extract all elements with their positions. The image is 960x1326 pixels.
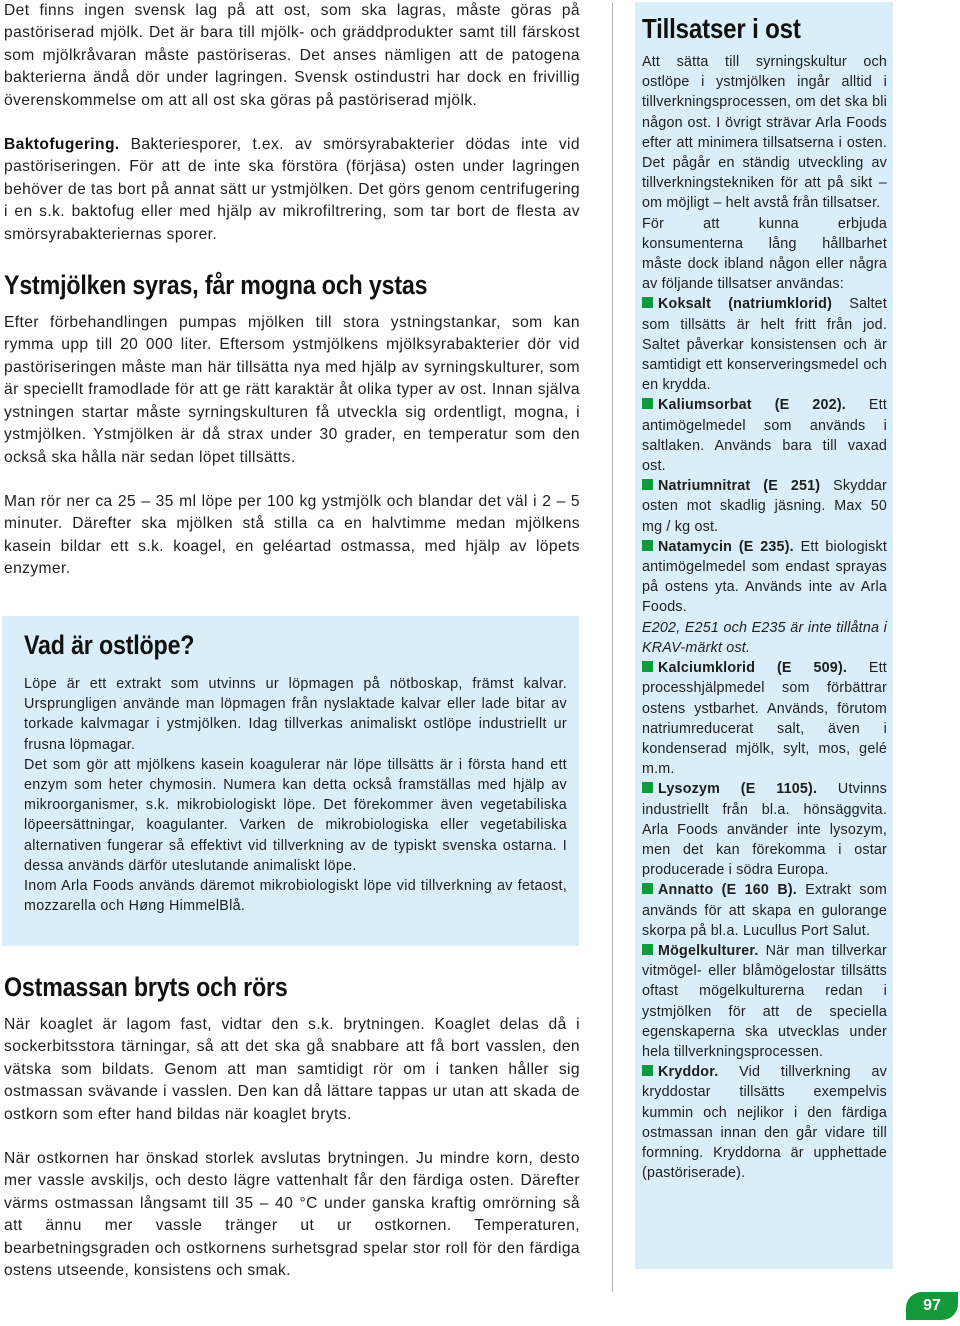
- additive-label: Kaliumsorbat (E 202).: [658, 397, 846, 414]
- additive-text: Saltet som tillsätts är helt fritt från jod. Saltet påverkar konsistensen och är samtidigt ett konserveringsmedel och en krydda.: [642, 296, 887, 394]
- main-column-lower: [4, 972, 580, 1282]
- green-square-bullet-icon: [642, 661, 653, 672]
- info-box-title: Vad är ostlöpe?: [24, 630, 195, 660]
- section-heading-ystmjolken: Ystmjölken syras, får mogna och ystas: [4, 270, 428, 301]
- section-heading-ostmassan: Ostmassan bryts och rörs: [4, 972, 288, 1002]
- additive-list-2: [642, 658, 887, 1183]
- intro-paragraph: Det finns ingen svensk lag på att ost, som ska lagras, måste göras på pastöriserad mjölk. Det är bara till mjölk- och gräddprodukter samt till färskost som mjölkråvaran måste pastöriseras. Det anses nämligen att de patogena bakterierna ändå dör under lagringen. Svensk ostindustri har dock en frivillig överenskommelse om att all ost ska göras på pastöriserad mjölk.: [4, 2, 580, 109]
- additive-label: Kalciumklorid (E 509).: [658, 660, 848, 677]
- sidebar-intro-1: Att sätta till syrningskultur och ostlöpe i ystmjölken ingår alltid i tillverkningsprocessen, om det ska bli någon ost. I övrigt strävar Arla Foods efter att minimera tillsatserna i osten. Det pågår en ständig utveckling av tillverkningstekniken för att på sikt – om möjligt – helt avstå från tillsatser.: [642, 54, 887, 212]
- section1-paragraph-1: Efter förbehandlingen pumpas mjölken till stora ystningstankar, som kan rymma upp till 20 000 liter. Eftersom ystmjölkens mjölksyrabakterier dör vid pastöriseringen måste man här tillsätta nya med hjälp av syrningskulturer, som är speciellt framodlade för att ge rätt karaktär åt olika typer av ost. Innan själva ystningen startar måste syrningskulturen få utveckla sig ordentligt, mogna, i ystmjölken. Ystmjölken är då strax under 30 grader, en temperatur som den också ska hålla när sedan löpet tillsätts.: [4, 314, 580, 466]
- green-square-bullet-icon: [642, 883, 653, 894]
- additive-item: [642, 779, 887, 880]
- additive-item: [642, 476, 887, 537]
- additive-text: Ett antimögelmedel som används i saltlaken. Används bara till vaxad ost.: [642, 397, 887, 475]
- green-square-bullet-icon: [642, 1065, 653, 1076]
- green-square-bullet-icon: [642, 782, 653, 793]
- green-square-bullet-icon: [642, 540, 653, 551]
- sidebar-intro-2: För att kunna erbjuda konsumenterna lång hållbarhet måste dock ibland någon eller några av följande tillsatser användas:: [642, 215, 887, 293]
- additive-label: Koksalt (natriumklorid): [658, 296, 833, 313]
- additive-item: [642, 941, 887, 1062]
- section2-paragraph-1: När koaglet är lagom fast, vidtar den s.k. brytningen. Koaglet delas då i sockerbitsstora tärningar, så att det ska gå snabbare att få bort vasslen, den vätska som bildats. Genom att man samtidigt rör om i tanken håller sig ostmassan svävande i vasslen. Den kan då lättare tappas ur utan att skada de ostkorn som efter hand bildas när koaglet bryts.: [4, 1016, 580, 1123]
- additive-item: [642, 294, 887, 395]
- green-square-bullet-icon: [642, 398, 653, 409]
- additive-item: [642, 1062, 887, 1183]
- sidebar-tillsatser: [635, 2, 893, 1269]
- additive-label: Lysozym (E 1105).: [658, 781, 818, 798]
- additive-text: Ett processhjälpmedel som förbättrar ostens ystbarhet. Används, förutom natriumreducerat salt, även i kondenserad mjölk, sylt, mos, gelé m.m.: [642, 660, 887, 778]
- additive-text: Ett biologiskt antimögelmedel som endast sprayas på ostens yta. Används inte av Arla Foods.: [642, 538, 887, 616]
- info-box-paragraph-1: Löpe är ett extrakt som utvinns ur löpmagen på nötboskap, främst kalvar. Ursprungligen använde man löpmagen från nyslaktade kalvar eller lade bitar av torkade kalvmagar i ystmjölken. Idag tillverkas animaliskt ostlöpe industriellt ur frusna löpmagar.: [24, 676, 567, 753]
- additive-text: Skyddar osten mot skadlig jäsning. Max 50 mg / kg ost.: [642, 478, 887, 535]
- additive-item: [642, 537, 887, 618]
- additive-label: Kryddor.: [658, 1064, 719, 1081]
- additive-text: När man tillverkar vitmögel- eller blåmögelostar tillsätts oftast mögelkulturerna redan i ystmjölken för att de speciella egenskaperna ska utvecklas under hela tillverkningsprocessen.: [642, 942, 887, 1060]
- additive-text: Extrakt som används för att skapa en gulorange skorpa på bl.a. Lucullus Port Salut.: [642, 882, 887, 939]
- additive-label: Natriumnitrat (E 251): [658, 478, 821, 495]
- main-column: [4, 0, 580, 581]
- section1-paragraph-2: Man rör ner ca 25 – 35 ml löpe per 100 kg ystmjölk och blandar det väl i 2 – 5 minuter. Därefter ska mjölken stå stilla ca en halvtimme medan mjölkens kasein bildar ett s.k. koagel, en geléartad ostmassa, med hjälp av löpets enzymer.: [4, 492, 580, 578]
- sidebar-title: Tillsatser i ost: [642, 13, 801, 44]
- additive-text: Vid tillverkning av kryddostar tillsätts exempelvis kummin och nejlikor i den färdiga ostmassan innan den går vidare till formning. Kryddorna är upphettade (pastöriserade).: [642, 1064, 887, 1182]
- sidebar-italic-note: E202, E251 och E235 är inte tillåtna i KRAV-märkt ost.: [642, 619, 887, 656]
- section2-paragraph-2: När ostkornen har önskad storlek avslutas brytningen. Ju mindre korn, desto mer vassle avskiljs, och desto lägre vattenhalt får den färdiga osten. Därefter värms ostmassan långsamt till 35 – 40 °C under ganska kraftig omrörning så att ännu mer vassle tränger ut ur ostkornen. Temperaturen, bearbetningsgraden och ostkornens surhetsgrad spelar stor roll för den färdiga ostens utseende, konsistens och smak.: [4, 1150, 580, 1280]
- additive-item: [642, 880, 887, 941]
- additive-label: Natamycin (E 235).: [658, 538, 794, 555]
- info-box-paragraph-2: Det som gör att mjölkens kasein koagulerar när löpe tillsätts är i första hand ett enzym som heter chymosin. Numera kan detta också framställas med hjälp av mikroorganismer, s.k. mikrobiologiskt löpe. Det förekommer även vegetabiliska löpeersättningar, koagulanter. Varken de mikrobiologiska eller vegetabiliska alternativen fungerar så effektivt vid tillverkning av de typiskt svenska ostarna. I dessa används därför uteslutande animaliskt löpe.: [24, 756, 567, 874]
- baktofugering-label: Baktofugering.: [4, 136, 120, 154]
- additive-label: Mögelkulturer.: [658, 942, 759, 959]
- page-number-badge: 97: [906, 1292, 958, 1320]
- additive-list-1: [642, 294, 887, 617]
- column-divider: [612, 2, 613, 1292]
- additive-item: [642, 658, 887, 779]
- green-square-bullet-icon: [642, 944, 653, 955]
- baktofugering-paragraph: [4, 134, 580, 246]
- green-square-bullet-icon: [642, 479, 653, 490]
- green-square-bullet-icon: [642, 297, 653, 308]
- baktofugering-text: Bakteriesporer, t.ex. av smörsyrabakterier dödas inte vid pastöriseringen. För att de inte ska förstöra (förjäsa) osten under lagringen behöver de tas bort på annat sätt ur ystmjölken. Det görs genom centrifugering i en s.k. baktofug eller med hjälp av mikrofiltrering, som tar bort de flesta av smörsyrabakteriernas sporer.: [4, 136, 580, 243]
- info-box-paragraph-3: Inom Arla Foods används däremot mikrobiologiskt löpe vid tillverkning av fetaost, mozzarella och Høng HimmelBlå.: [24, 878, 567, 915]
- additive-label: Annatto (E 160 B).: [658, 882, 797, 899]
- info-box-ostlope: [2, 616, 579, 946]
- additive-text: Utvinns industriellt från bl.a. hönsäggvita. Arla Foods använder inte lysozym, men det kan förekomma i ostar producerade i södra Europa.: [642, 781, 887, 879]
- additive-item: [642, 395, 887, 476]
